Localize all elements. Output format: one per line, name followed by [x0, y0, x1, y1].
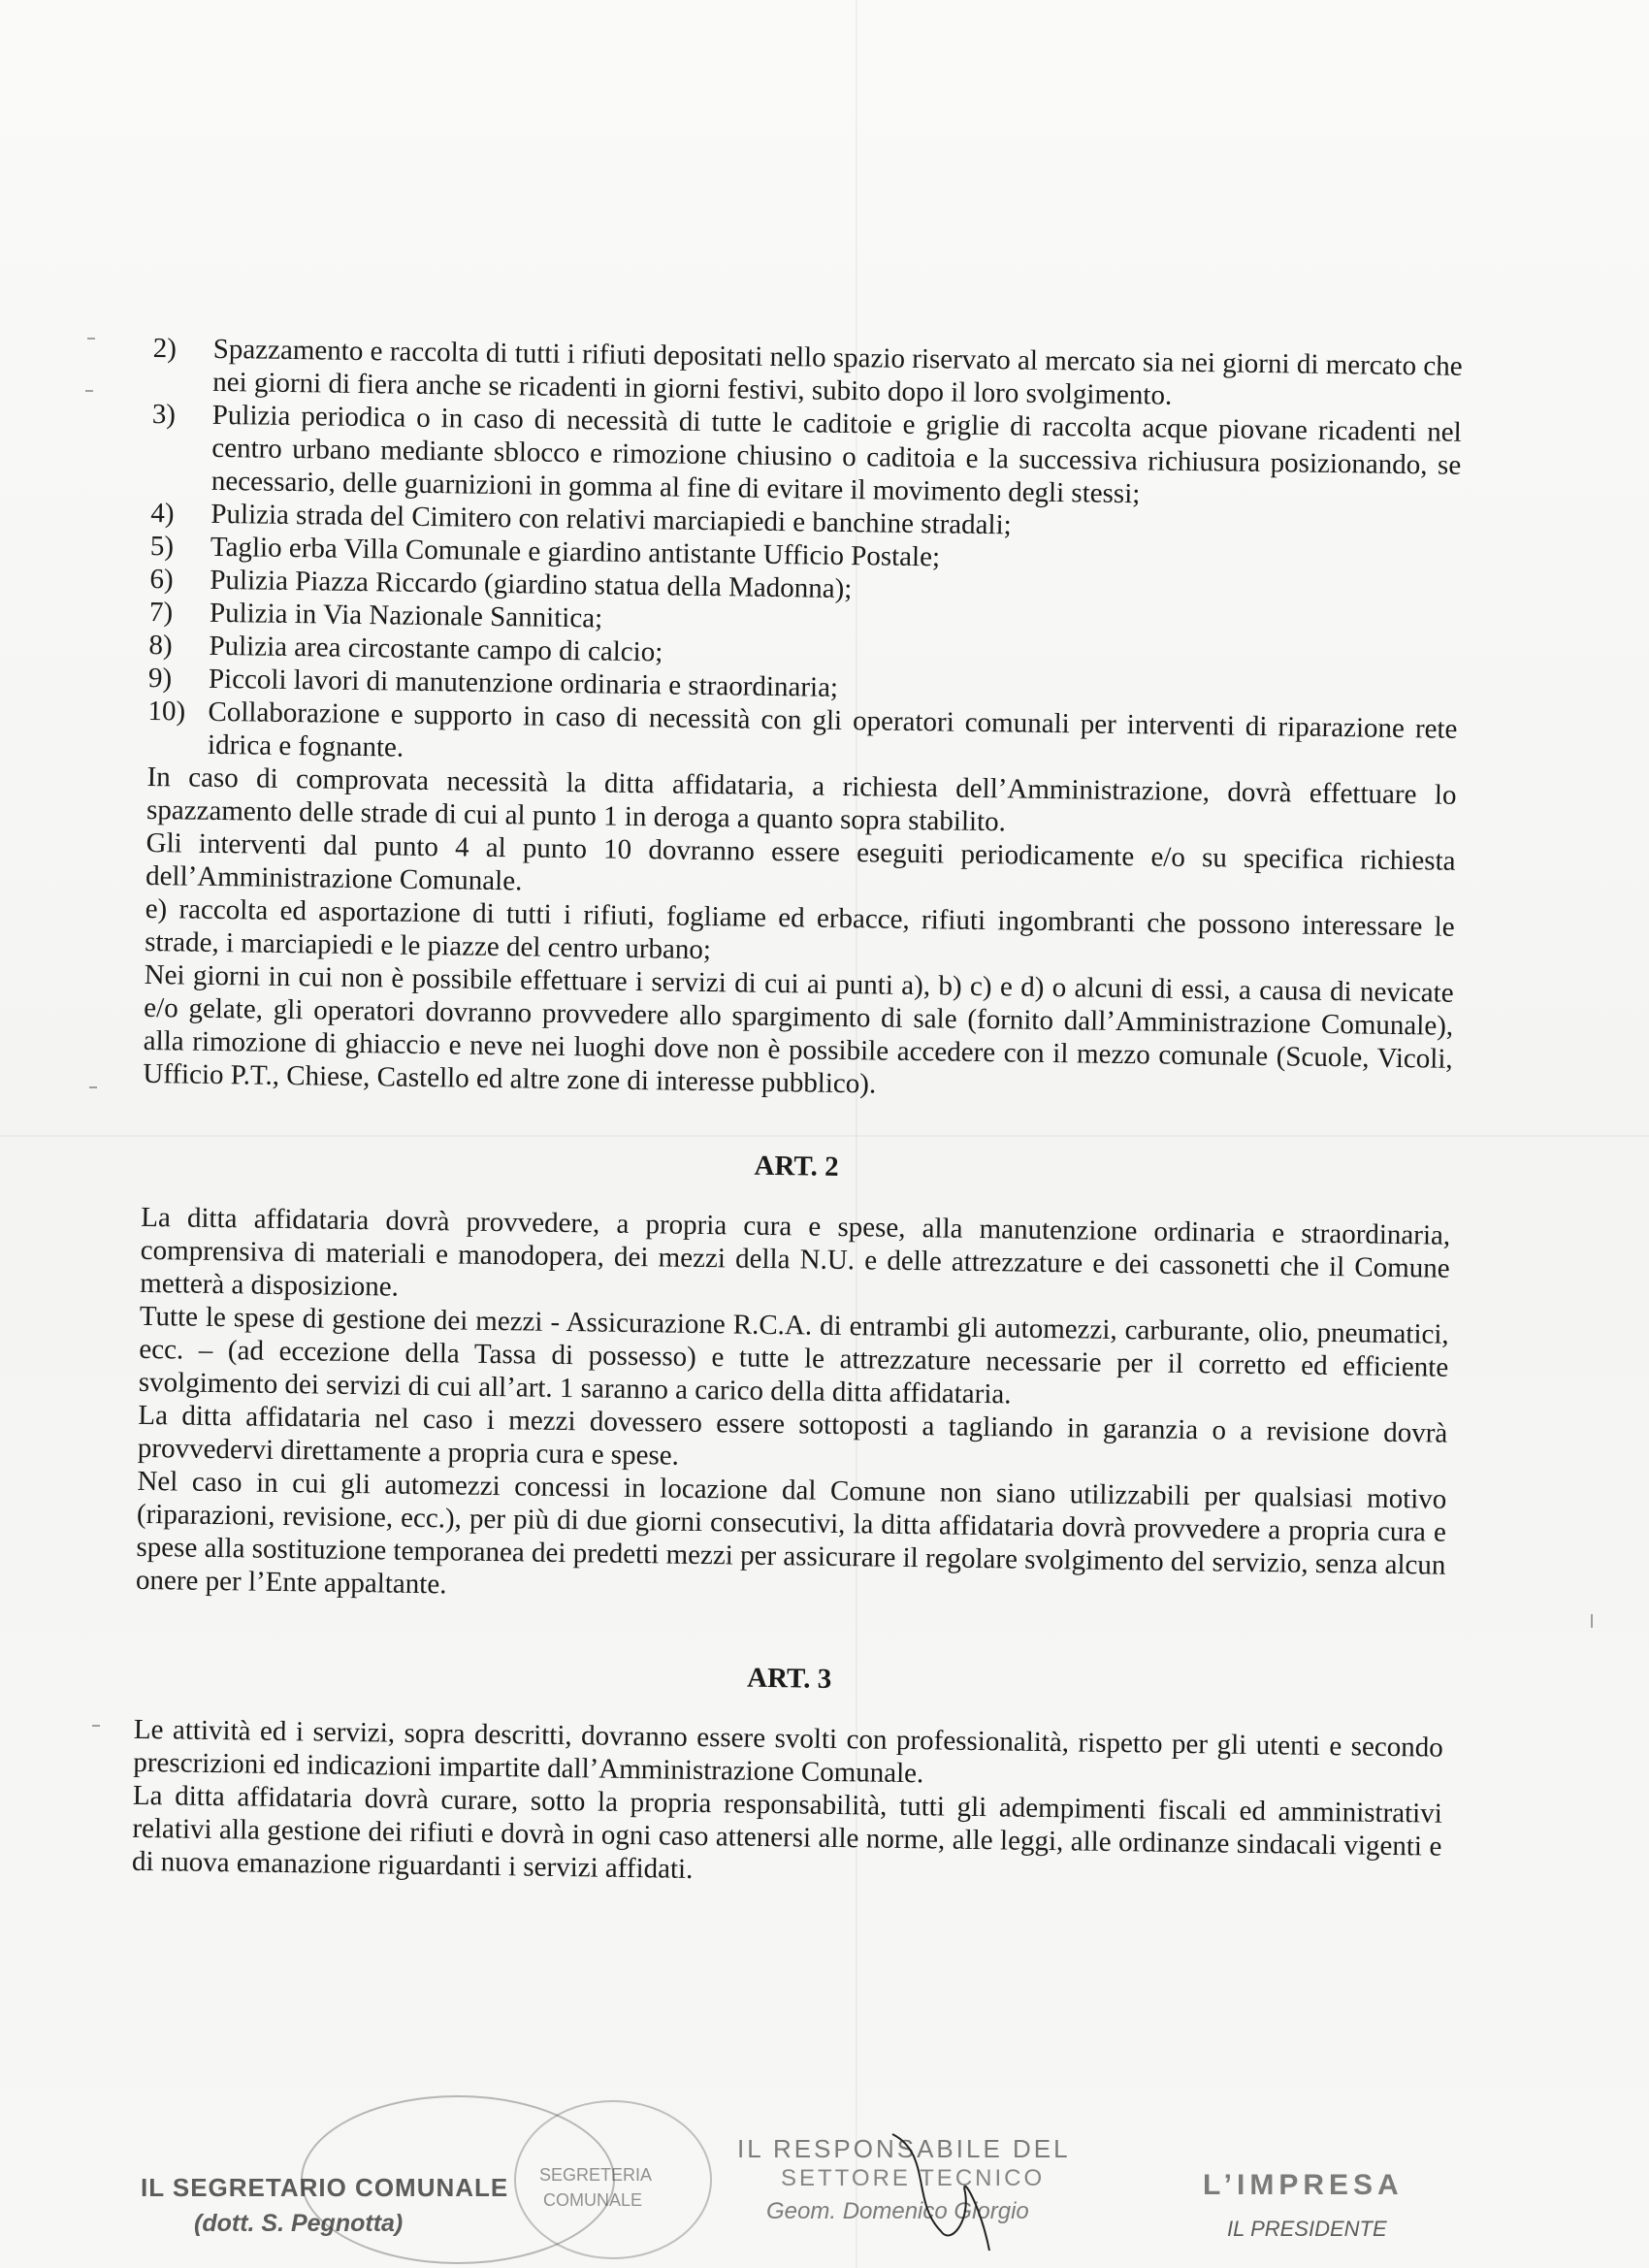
list-item-number: 10)	[147, 695, 186, 728]
margin-mark	[85, 390, 93, 392]
margin-mark	[1591, 1614, 1593, 1628]
paragraph: Gli interventi dal punto 4 al punto 10 dovranno essere eseguiti periodicamente e/o su specifica richiesta dell’Amministrazione Comunale.	[145, 826, 1456, 897]
margin-mark	[92, 1725, 100, 1727]
responsabile-line2: SETTORE TECNICO	[781, 2165, 1046, 2191]
seal-text-line1: SEGRETERIA	[539, 2165, 653, 2185]
segretario-title: IL SEGRETARIO COMUNALE	[141, 2173, 509, 2202]
list-item-number: 6)	[149, 563, 174, 596]
list-item-text: Spazzamento e raccolta di tutti i rifiuti depositati nello spazio riservato al mercato sia nei giorni di mercato che nei giorni di fiera anche se ricadenti in giorni festivi, subito dopo il loro svolgimento.	[212, 333, 1463, 411]
paragraph: Nel caso in cui gli automezzi concessi in locazione dal Comune non siano utilizzabili per qualsiasi motivo (riparazioni, revisione, ecc.), per più di due giorni consecutivi, la ditta affidataria dovrà provvedere a propria cura e spese alla sostituzione temporanea dei predetti mezzi per assicurare il regolare svolgimento del servizio, senza alcun onere per l’Ente appaltante.	[135, 1465, 1447, 1601]
list-item-number: 4)	[150, 497, 175, 530]
document-body	[132, 332, 1463, 1896]
list-item-text: Piccoli lavori di manutenzione ordinaria e straordinaria;	[208, 663, 839, 703]
segretario-name: (dott. S. Pegnotta)	[194, 2210, 404, 2237]
responsabile-line1: IL RESPONSABILE DEL	[737, 2134, 1071, 2163]
margin-mark	[89, 1086, 97, 1088]
list-item-text: Taglio erba Villa Comunale e giardino antistante Ufficio Postale;	[210, 531, 941, 573]
list-item-number: 2)	[152, 332, 178, 365]
impresa-title: L’IMPRESA	[1203, 2169, 1404, 2201]
list-item-text: Pulizia Piazza Riccardo (giardino statua della Madonna);	[210, 564, 853, 605]
paragraph: La ditta affidataria dovrà curare, sotto la propria responsabilità, tutti gli adempimenti fiscali ed amministrativi relativi alla gestione dei rifiuti e dovrà in ogni caso attenersi alle norme, alle leggi, alle ordinanze sindacali vigenti e di nuova emanazione riguardanti i servizi affidati.	[131, 1779, 1443, 1885]
seal-text-line2: COMUNALE	[543, 2190, 643, 2210]
list-item-text: Collaborazione e supporto in caso di necessità con gli operatori comunali per interventi di riparazione rete idrica e fognante.	[207, 696, 1458, 763]
list-item-text: Pulizia area circostante campo di calcio;	[209, 630, 663, 668]
service-list	[147, 332, 1463, 779]
article-heading: ART. 3	[746, 1662, 832, 1695]
list-item-number: 5)	[149, 530, 175, 563]
list-item-number: 3)	[151, 398, 177, 431]
list-item-number: 7)	[148, 596, 174, 629]
article-heading: ART. 2	[754, 1150, 839, 1183]
paragraph: La ditta affidataria nel caso i mezzi dovessero essere sottoposti a tagliando in garanzia o a revisione dovrà provvedervi direttamente a propria cura e spese.	[137, 1399, 1448, 1472]
paragraph: In caso di comprovata necessità la ditta affidataria, a richiesta dell’Amministrazione, dovrà effettuare lo spazzamento delle strade di cui al punto 1 in deroga a quanto sopra stabilito.	[146, 761, 1457, 838]
paragraph: Tutte le spese di gestione dei mezzi - Assicurazione R.C.A. di entrambi gli automezzi, carburante, olio, pneumatici, ecc. – (ad eccezione della Tassa di possesso) e tutte le attrezzature necessarie per il corretto ed efficiente svolgimento dei servizi di cui all’art. 1 saranno a carico della ditta affidataria.	[138, 1300, 1449, 1410]
responsabile-name: Geom. Domenico Giorgio	[766, 2198, 1029, 2224]
impresa-role: IL PRESIDENTE	[1227, 2217, 1387, 2241]
list-item-number: 9)	[147, 662, 173, 695]
list-item-number: 8)	[148, 629, 173, 662]
list-item-text: Pulizia periodica o in caso di necessità di tutte le caditoie e griglie di raccolta acque piovane ricadenti nel centro urbano mediante sblocco e rimozione chiusino o caditoia e la successiva richiusura posizionando, se necessario, delle guarnizioni in gomma al fine di evitare il movimento degli stessi;	[210, 399, 1462, 510]
paragraph: Nei giorni in cui non è possibile effettuare i servizi di cui ai punti a), b) c) e d) o alcuni di essi, a causa di nevicate e/o gelate, gli operatori dovranno provvedere allo spargimento di sale (fornito dall’Amministrazione Comunale), alla rimozione di ghiaccio e neve nei luoghi dove non è possibile accedere con il mezzo comunale (Scuole, Vicoli, Ufficio P.T., Chiese, Castello ed altre zone di interesse pubblico).	[143, 958, 1454, 1100]
handwritten-signature	[873, 2115, 1018, 2260]
list-item	[151, 398, 1462, 515]
list-item-text: Pulizia strada del Cimitero con relativi marciapiedi e banchine stradali;	[210, 498, 1012, 541]
paragraph: La ditta affidataria dovrà provvedere, a propria cura e spese, alla manutenzione ordinaria e straordinaria, comprensiva di materiali e manodopera, dei mezzi della N.U. e delle attrezzature e dei cassonetti che il Comune metterà a disposizione.	[140, 1201, 1451, 1303]
list-item-text: Pulizia in Via Nazionale Sannitica;	[209, 597, 603, 634]
margin-mark	[87, 338, 95, 340]
paragraph: e) raccolta ed asportazione di tutti i rifiuti, fogliame ed erbacce, rifiuti ingombranti che possono interessare le strade, i marciapiedi e le piazze del centro urbano;	[144, 892, 1455, 966]
paragraph: Le attività ed i servizi, sopra descritti, dovranno essere svolti con professionalità, rispetto per gli utenti e secondo prescrizioni ed indicazioni impartite dall’Amministrazione Comunale.	[133, 1713, 1443, 1790]
